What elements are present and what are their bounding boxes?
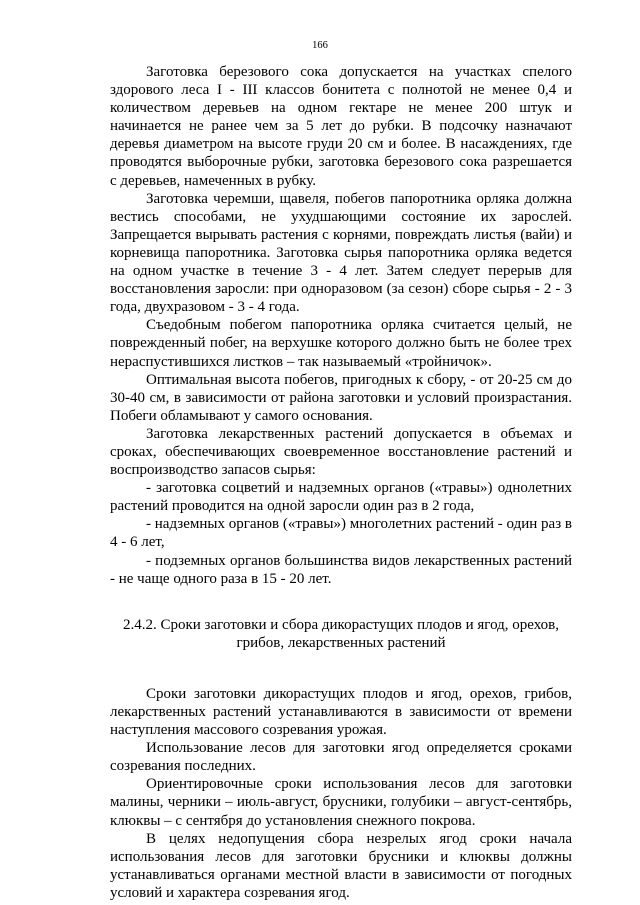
paragraph-shoot-height: Оптимальная высота побегов, пригодных к сбору, - от 20-25 см до 30-40 см, в зависимости от района заготовки и условий произрастания. Побеги обламывают у самого основания. [110,371,572,424]
paragraph-medicinal-plants: Заготовка лекарственных растений допускается в объемах и сроках, обеспечивающих своевременное восстановление растений и воспроизводство запасов сырья: [110,425,572,479]
list-item-annual-plants: - заготовка соцветий и надземных органов («травы») однолетних растений проводится на одной заросли один раз в 2 года, [110,480,572,515]
list-item-perennial-plants: - надземных органов («травы») многолетних растений - один раз в 4 - 6 лет, [110,516,572,551]
paragraph-birch-sap: Заготовка березового сока допускается на участках спелого здорового леса I - III классов бонитета с полнотой не менее 0,4 и количеством деревьев на одном гектаре не менее 200 штук и начинается не ранее чем за 5 лет до рубки. В подсочку назначают деревья диаметром на высоте груди 20 см и более. В насаждениях, где проводятся выборочные рубки, заготовка березового сока разрешается с деревьев, намеченных в рубку. [110,64,572,189]
section-heading-line-1: 2.4.2. Сроки заготовки и сбора дикорастущих плодов и ягод, орехов, [122,616,559,633]
paragraph-edible-fern-shoot: Съедобным побегом папоротника орляка считается целый, не поврежденный побег, на верхушке которого должно быть не более трех нераспустившихся листков – так называемый «тройничок». [110,317,572,370]
paragraph-unripe-berries: В целях недопущения сбора незрелых ягод сроки начала использования лесов для заготовки брусники и клюквы должны устанавливаться органами местной власти в зависимости от погодных условий и характера созревания ягод. [110,830,572,901]
paragraph-ramson-sorrel-fern: Заготовка черемши, щавеля, побегов папоротника орляка должна вестись способами, не ухудшающими состояние их зарослей. Запрещается вырывать растения с корнями, повреждать листья (вайи) и корневища папоротника. Заготовка сырья папоротника орляка ведется на одном участке в течение 3 - 4 лет. Затем следует перерыв для восстановления заросли: при одноразовом (за сезон) сборе сырья - 2 - 3 года, двухразовом - 3 - 4 года. [110,190,572,316]
paragraph-harvest-terms: Сроки заготовки дикорастущих плодов и ягод, орехов, грибов, лекарственных растений устанавливаются в зависимости от времени наступления массового созревания урожая. [110,685,572,739]
paragraph-approximate-terms: Ориентировочные сроки использования лесов для заготовки малины, черники – июль-август, брусники, голубики – август-сентябрь, клюквы – с сентября до установления снежного покрова. [110,776,572,829]
section-heading [110,616,572,652]
document-body [110,63,572,902]
list-item-underground-organs: - подземных органов большинства видов лекарственных растений - не чаще одного раза в 15 - 20 лет. [110,552,572,587]
paragraph-berry-forest-use: Использование лесов для заготовки ягод определяется сроками созревания последних. [110,740,572,775]
section-heading-line-2: грибов, лекарственных растений [236,634,446,651]
page-number: 166 [312,40,328,51]
